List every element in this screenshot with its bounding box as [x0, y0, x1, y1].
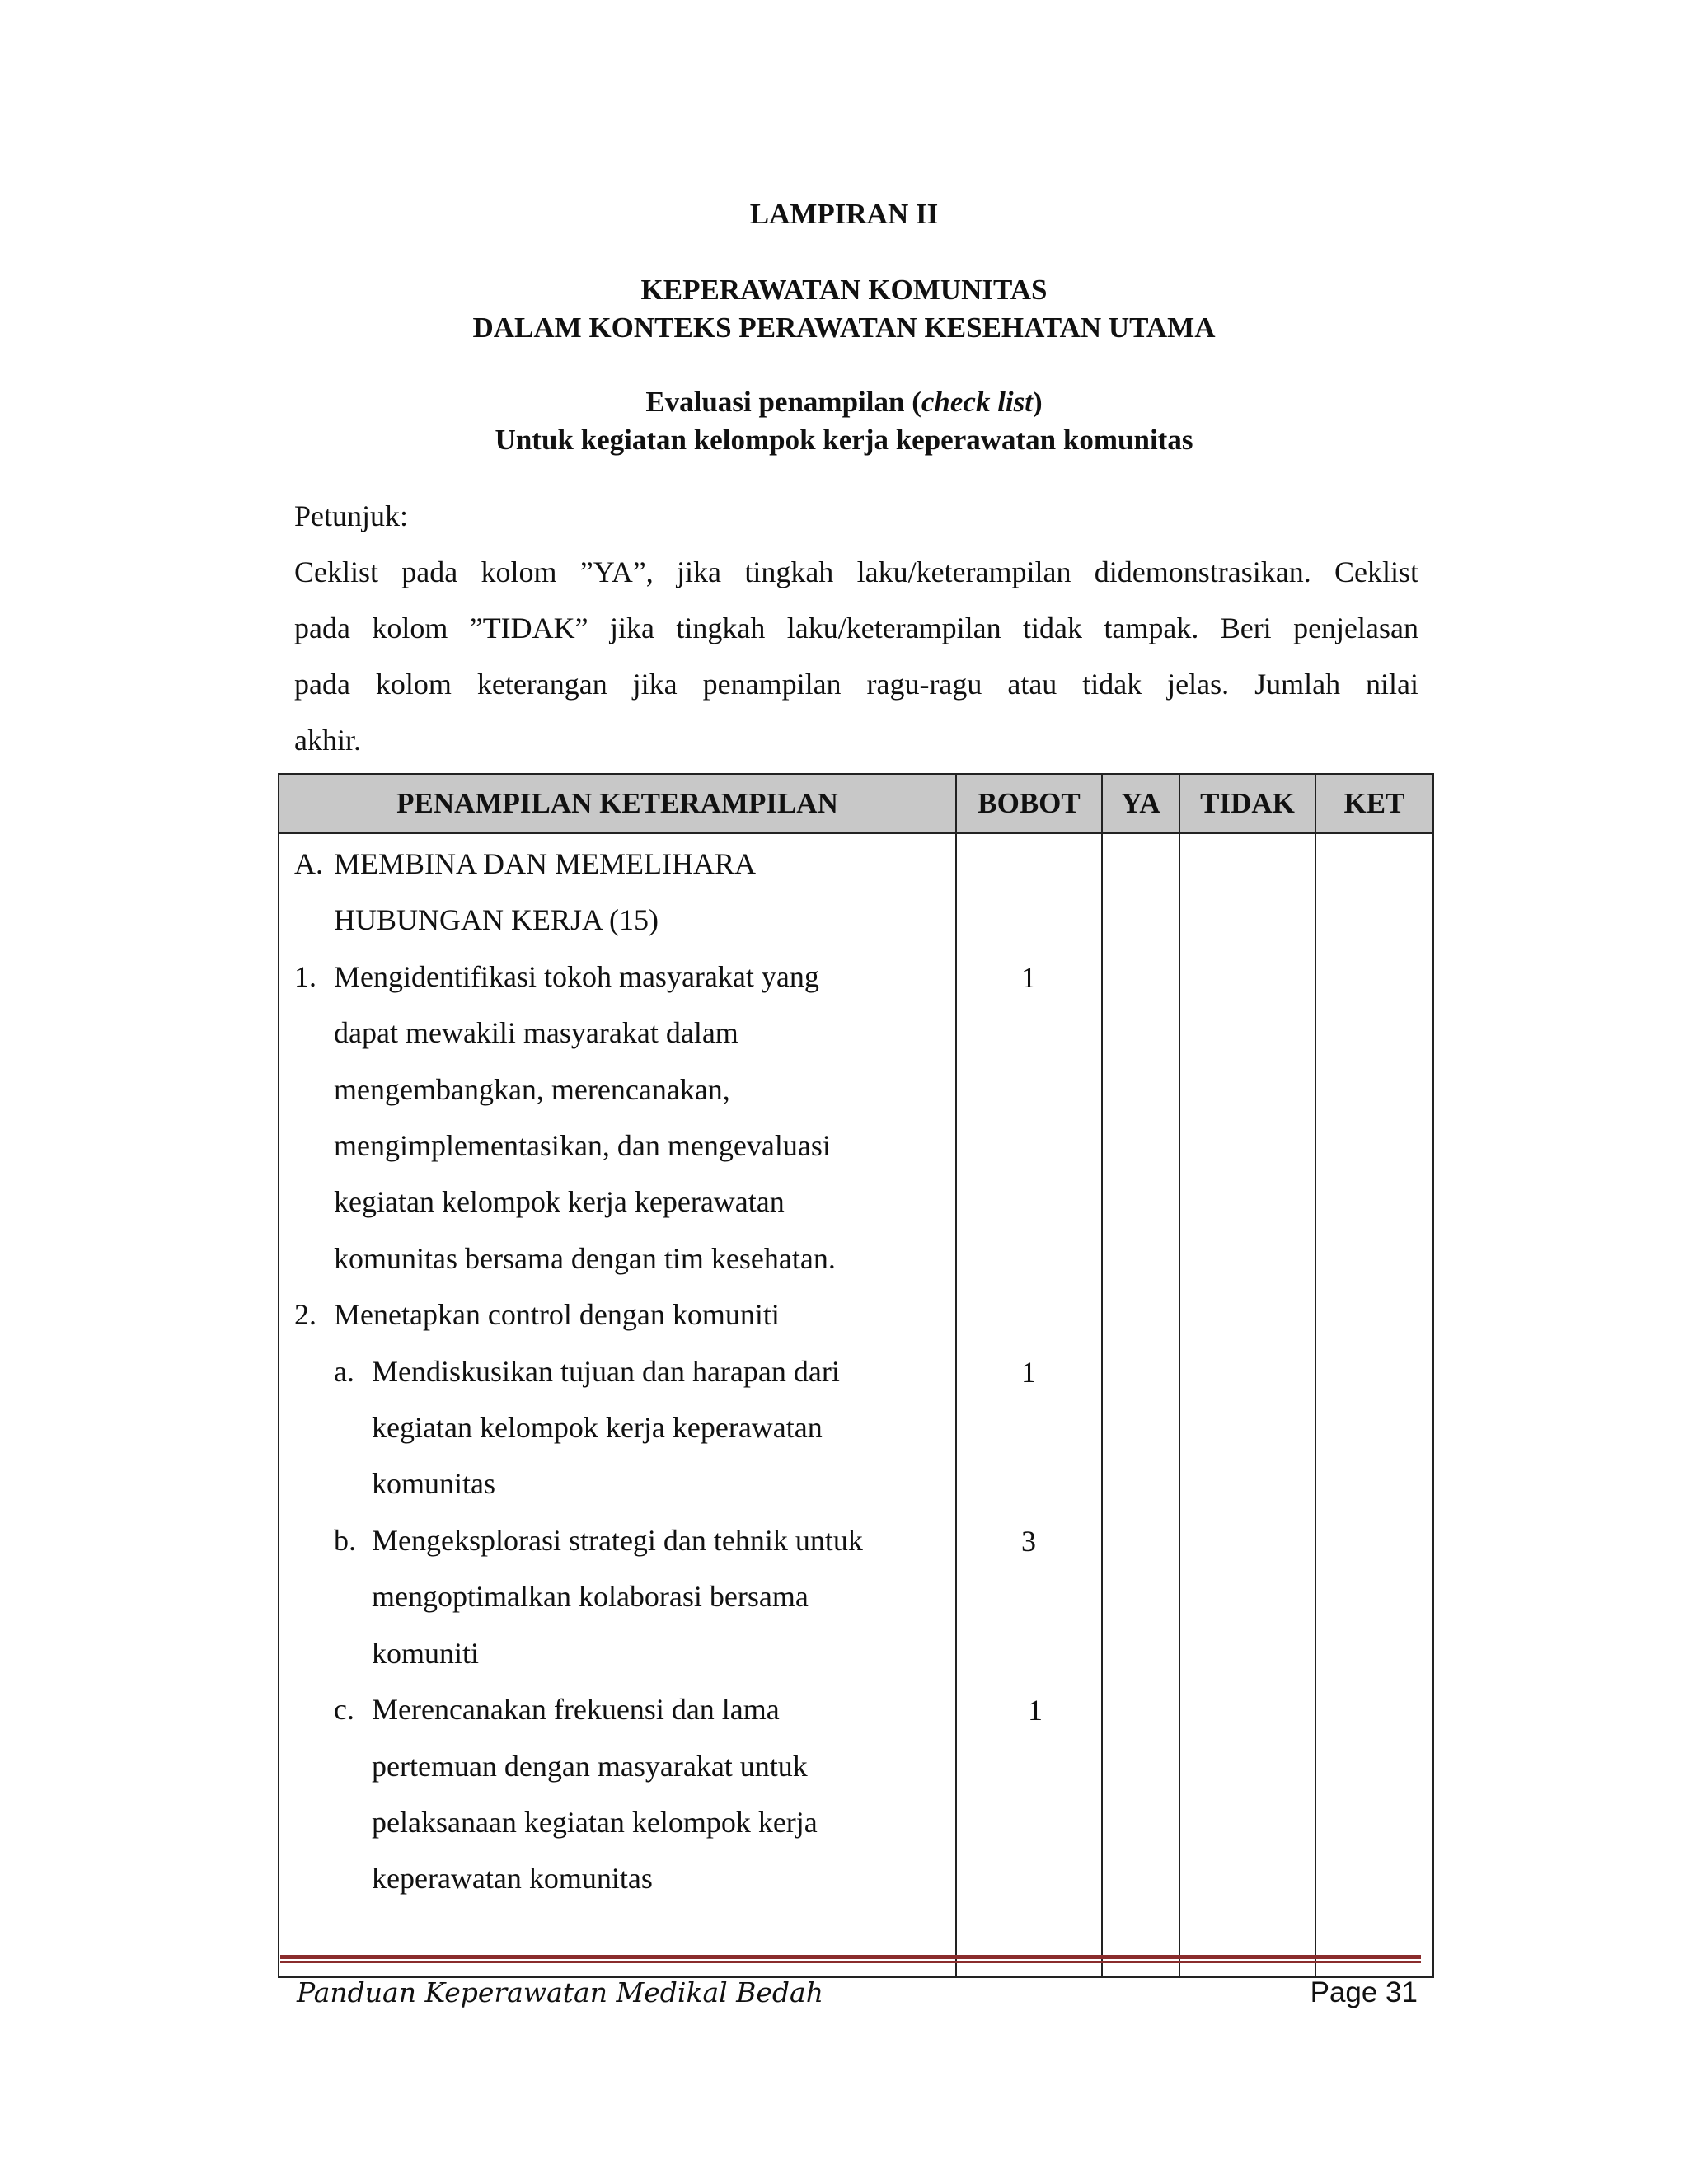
no-checkbox-cell[interactable] — [1179, 833, 1315, 1977]
subitem-b-line — [279, 1625, 955, 1681]
subitem-c-line — [279, 1681, 955, 1737]
subitem-b-weight: 3 — [1021, 1525, 1036, 1558]
item1-text: kegiatan kelompok kerja keperawatan — [334, 1185, 785, 1219]
instructions-line: akhir. — [294, 724, 361, 757]
item1-text: mengembangkan, merencanakan, — [334, 1072, 730, 1106]
subitem-b-text: mengoptimalkan kolaborasi bersama — [372, 1580, 809, 1614]
instructions-line: pada kolom keterangan jika penampilan ragu-ragu atau tidak jelas. Jumlah nilai — [294, 668, 1418, 701]
evaluation-heading-italic: check list — [921, 386, 1033, 418]
yes-checkbox-cell[interactable] — [1102, 833, 1179, 1977]
subitem-a-line — [279, 1399, 955, 1455]
evaluation-subtitle: Untuk kegiatan kelompok kerja keperawatan komunitas — [495, 424, 1193, 456]
section-line — [279, 892, 955, 948]
item1-text: dapat mewakili masyarakat dalam — [334, 1016, 738, 1050]
item1-line — [279, 1062, 955, 1118]
evaluation-heading-prefix: Evaluasi penampilan ( — [645, 386, 921, 418]
subitem-c-text: keperawatan komunitas — [372, 1862, 653, 1896]
subitem-a-weight: 1 — [1021, 1356, 1036, 1389]
item2-label: 2. — [294, 1298, 316, 1332]
instructions-label: Petunjuk: — [294, 499, 409, 532]
table-row — [279, 833, 1433, 1977]
item1-line — [279, 1230, 955, 1286]
subitem-b-line — [279, 1512, 955, 1568]
subitem-a-text: Mendiskusikan tujuan dan harapan dari — [372, 1354, 840, 1388]
subitem-b-label: b. — [334, 1523, 356, 1557]
section-text: MEMBINA DAN MEMELIHARA — [334, 847, 756, 880]
subitem-c-text: pelaksanaan kegiatan kelompok kerja — [372, 1805, 818, 1839]
subitem-c-label: c. — [334, 1693, 354, 1727]
item1-text: mengimplementasikan, dan mengevaluasi — [334, 1129, 831, 1163]
document-title-line1: KEPERAWATAN KOMUNITAS — [640, 274, 1048, 306]
item1-text: Mengidentifikasi tokoh masyarakat yang — [334, 959, 819, 993]
subitem-c-text: pertemuan dengan masyarakat untuk — [372, 1749, 808, 1783]
footer-page-number: Page 31 — [1310, 1976, 1418, 2008]
section-text: HUBUNGAN KERJA (15) — [334, 903, 659, 937]
item1-line — [279, 1005, 955, 1061]
header-skill: PENAMPILAN KETERAMPILAN — [279, 774, 956, 833]
subitem-b-line — [279, 1568, 955, 1624]
item1-text: komunitas bersama dengan tim kesehatan. — [334, 1241, 836, 1275]
header-yes: YA — [1102, 774, 1179, 833]
header-note: KET — [1315, 774, 1433, 833]
subitem-a-line — [279, 1343, 955, 1399]
subitem-c-line — [279, 1850, 955, 1906]
footer-document-title: Panduan Keperawatan Medikal Bedah — [297, 1976, 823, 2008]
evaluation-heading — [0, 384, 1688, 420]
item1-line — [279, 949, 955, 1005]
table-header-row — [279, 774, 1433, 833]
checklist-table — [278, 773, 1434, 1978]
subitem-a-text: komunitas — [372, 1467, 495, 1501]
subitem-b-text: komuniti — [372, 1636, 480, 1670]
subitem-a-line — [279, 1455, 955, 1511]
instructions-line: Ceklist pada kolom ”YA”, jika tingkah laku/keterampilan didemonstrasikan. Ceklist — [294, 555, 1418, 588]
subitem-c-line — [279, 1738, 955, 1794]
header-no: TIDAK — [1179, 774, 1315, 833]
note-cell[interactable] — [1315, 833, 1433, 1977]
header-weight: BOBOT — [956, 774, 1102, 833]
subitem-a-label: a. — [334, 1354, 354, 1388]
evaluation-heading-suffix: ) — [1033, 386, 1043, 418]
subitem-c-text: Merencanakan frekuensi dan lama — [372, 1693, 780, 1727]
appendix-heading: LAMPIRAN II — [749, 198, 939, 230]
item1-weight: 1 — [1021, 961, 1036, 994]
footer-divider — [280, 1955, 1421, 1959]
item1-line — [279, 1118, 955, 1174]
subitem-a-text: kegiatan kelompok kerja keperawatan — [372, 1411, 823, 1445]
document-title-line2: DALAM KONTEKS PERAWATAN KESEHATAN UTAMA — [472, 312, 1216, 344]
footer-divider-thin — [280, 1961, 1421, 1963]
subitem-c-line — [279, 1794, 955, 1850]
item2-line — [279, 1286, 955, 1343]
section-line — [279, 836, 955, 892]
subitem-c-weight: 1 — [1028, 1694, 1043, 1727]
section-label: A. — [294, 847, 323, 880]
instructions-line: pada kolom ”TIDAK” jika tingkah laku/keterampilan tidak tampak. Beri penjelasan — [294, 612, 1418, 644]
subitem-b-text: Mengeksplorasi strategi dan tehnik untuk — [372, 1523, 863, 1557]
item1-label: 1. — [294, 959, 316, 993]
item2-text: Menetapkan control dengan komuniti — [334, 1298, 780, 1332]
item1-line — [279, 1174, 955, 1230]
instructions-paragraph — [294, 544, 1418, 768]
skill-cell — [279, 833, 956, 1977]
weight-cell — [956, 833, 1102, 1977]
